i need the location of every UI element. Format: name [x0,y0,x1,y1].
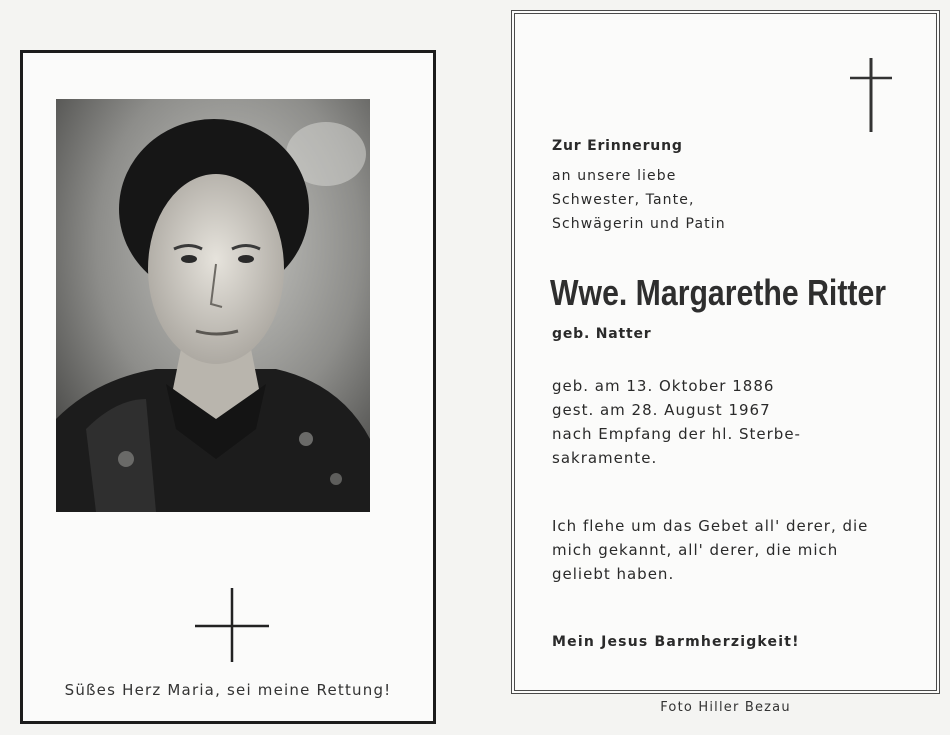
memorial-card-front [20,50,436,724]
portrait-illustration [56,99,370,512]
dedication-line: Schwester, Tante, [552,192,695,208]
sacrament-line: sakramente. [552,449,658,467]
photo-credit: Foto Hiller Bezau [660,700,791,715]
portrait-photo [56,99,370,512]
prayer-line: geliebt haben. [552,565,675,583]
memorial-title: Zur Erinnerung [552,138,683,154]
maiden-name: geb. Natter [552,326,652,342]
prayer-line: mich gekannt, all' derer, die mich [552,541,839,559]
birth-date-line: geb. am 13. Oktober 1886 [552,377,775,395]
prayer-line: Ich flehe um das Gebet all' derer, die [552,517,869,535]
dedication-line: Schwägerin und Patin [552,216,726,232]
deceased-name: Wwe. Margarethe Ritter [550,272,887,313]
prayer-request [552,514,868,586]
sacrament-line: nach Empfang der hl. Sterbe- [552,425,801,443]
prayer-motto: Süßes Herz Maria, sei meine Rettung! [64,681,392,699]
dedication-line: an unsere liebe [552,168,677,184]
closing-invocation: Mein Jesus Barmherzigkeit! [552,634,800,650]
death-date-line: gest. am 28. August 1967 [552,401,771,419]
cross-icon [195,588,269,662]
life-dates [552,374,801,470]
memorial-dedication [552,164,726,236]
memorial-card-back [511,10,940,694]
cross-icon [848,58,894,132]
